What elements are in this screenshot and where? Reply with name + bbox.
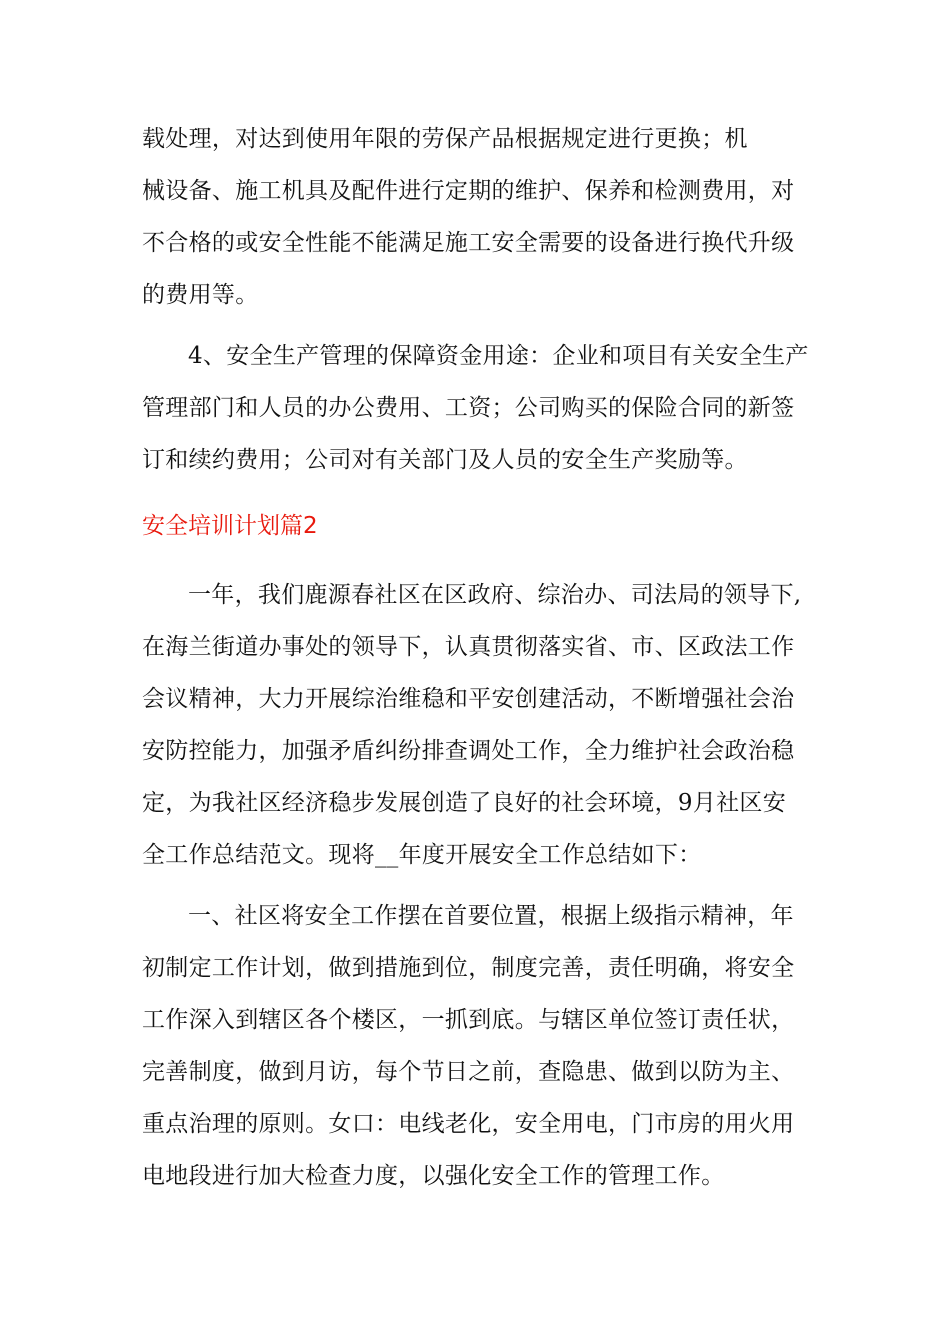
text-line: 定，为我社区经济稳步发展创造了良好的社会环境，9月社区安 <box>142 790 787 816</box>
text-line: 载处理，对达到使用年限的劳保产品根据规定进行更换；机 <box>142 126 748 152</box>
text-line: 一年，我们鹿源春社区在区政府、综治办、司法局的领导下, <box>188 582 802 608</box>
text-line: 完善制度，做到月访，每个节日之前，查隐患、做到以防为主、 <box>142 1059 795 1085</box>
text-line: 械设备、施工机具及配件进行定期的维护、保养和检测费用，对 <box>142 178 795 204</box>
text-line: 的费用等。 <box>142 282 259 308</box>
text-line: 初制定工作计划，做到措施到位，制度完善，责任明确，将安全 <box>142 955 795 981</box>
text-line: 安防控能力，加强矛盾纠纷排查调处工作，全力维护社会政治稳 <box>142 738 795 764</box>
paragraph-safety-priority <box>142 890 808 1202</box>
paragraph-funding-usage <box>142 330 808 486</box>
text-line: 管理部门和人员的办公费用、工资；公司购买的保险合同的新签 <box>142 395 795 421</box>
text-line: 全工作总结范文。现将__年度开展安全工作总结如下： <box>142 842 702 868</box>
text-line: 订和续约费用；公司对有关部门及人员的安全生产奖励等。 <box>142 447 748 473</box>
text-line: 工作深入到辖区各个楼区，一抓到底。与辖区单位签订责任状， <box>142 1007 795 1033</box>
text-line: 在海兰街道办事处的领导下，认真贯彻落实省、市、区政法工作 <box>142 634 795 660</box>
text-line: 4、安全生产管理的保障资金用途：企业和项目有关安全生产 <box>188 343 809 369</box>
section-heading: 安全培训计划篇2 <box>142 513 318 539</box>
paragraph-continued-expenses <box>142 113 808 321</box>
text-line: 电地段进行加大检查力度，以强化安全工作的管理工作。 <box>142 1163 725 1189</box>
text-line: 一、社区将安全工作摆在首要位置，根据上级指示精神，年 <box>188 903 794 929</box>
paragraph-community-summary <box>142 569 808 881</box>
text-line: 不合格的或安全性能不能满足施工安全需要的设备进行换代升级 <box>142 230 795 256</box>
text-line: 重点治理的原则。女口：电线老化，安全用电，门市房的用火用 <box>142 1111 795 1137</box>
text-line: 会议精神，大力开展综治维稳和平安创建活动，不断增强社会治 <box>142 686 795 712</box>
